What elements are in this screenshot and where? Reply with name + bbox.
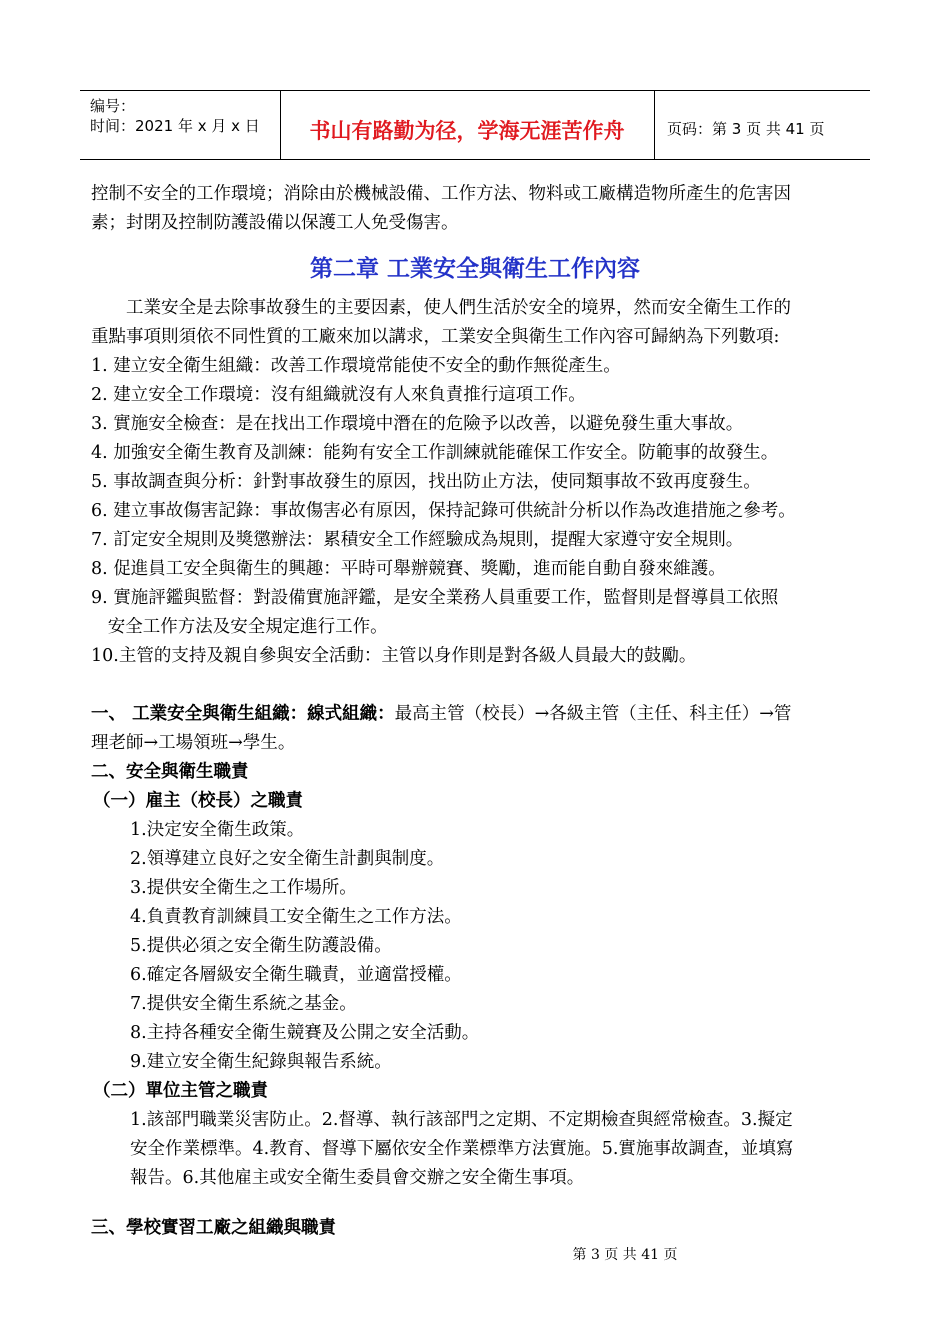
header-page-cell xyxy=(655,91,870,159)
sub2-line: 安全作業標準。4.教育、督導下屬依安全作業標準方法實施。5.實施事故調查，並填寫 xyxy=(130,1139,794,1159)
header-motto-cell xyxy=(280,91,655,159)
list-item: 3. 實施安全檢查：是在找出工作環境中潛在的危險予以改善，以避免發生重大事故。 xyxy=(91,414,744,434)
sub1-item: 9.建立安全衛生紀錄與報告系統。 xyxy=(130,1052,392,1072)
sub2-title: （二）單位主管之職責 xyxy=(93,1081,268,1101)
list-item: 1. 建立安全衛生組織：改善工作環境常能使不安全的動作無從產生。 xyxy=(91,356,621,376)
header-info-cell xyxy=(80,91,281,159)
sub1-item: 7.提供安全衛生系統之基金。 xyxy=(130,994,357,1014)
time-label: 时间：2021 年 x 月 x 日 xyxy=(90,117,260,135)
sub2-line: 1.該部門職業災害防止。2.督導、執行該部門之定期、不定期檢查與經常檢查。3.擬定 xyxy=(130,1110,793,1130)
motto: 书山有路勤为径，学海无涯苦作舟 xyxy=(309,118,625,143)
sub2-line: 報告。6.其他雇主或安全衛生委員會交辦之安全衛生事項。 xyxy=(130,1168,585,1188)
list-item: 2. 建立安全工作環境：沒有組織就沒有人來負責推行這項工作。 xyxy=(91,385,586,405)
section3 xyxy=(91,1214,861,1243)
list-item: 4. 加強安全衛生教育及訓練：能夠有安全工作訓練就能確保工作安全。防範事的故發生。 xyxy=(91,443,779,463)
sub1-item: 6.確定各層級安全衛生職責，並適當授權。 xyxy=(130,965,462,985)
section1-bold: 一、 工業安全與衛生組織：線式組織： xyxy=(91,704,395,724)
list-item: 8. 促進員工安全與衛生的興趣：平時可舉辦競賽、獎勵，進而能自動自發來維護。 xyxy=(91,559,726,579)
list-item: 9. 實施評鑑與監督：對設備實施評鑑，是安全業務人員重要工作，監督則是督導員工依照 xyxy=(91,588,779,608)
list-item: 5. 事故調查與分析：針對事故發生的原因，找出防止方法，使同類事故不致再度發生。 xyxy=(91,472,761,492)
page-header xyxy=(80,90,870,160)
chapter-intro-line: 重點事項則須依不同性質的工廠來加以講求，工業安全與衛生工作內容可歸納為下列數項: xyxy=(91,327,780,347)
intro-line: 控制不安全的工作環境；消除由於機械設備、工作方法、物料或工廠構造物所產生的危害因 xyxy=(91,184,791,204)
section2-title: 二、安全與衛生職責 xyxy=(91,762,249,782)
list-item: 7. 訂定安全規則及獎懲辦法：累積安全工作經驗成為規則，提醒大家遵守安全規則。 xyxy=(91,530,744,550)
page-label: 页码：第 3 页 共 41 页 xyxy=(667,120,825,138)
list-item: 6. 建立事故傷害記錄：事故傷害必有原因，保持記錄可供統計分析以作為改進措施之參考。 xyxy=(91,501,796,521)
document-body xyxy=(91,180,861,238)
sub1-title: （一）雇主（校長）之職責 xyxy=(93,791,303,811)
sub1-item: 1.決定安全衛生政策。 xyxy=(130,820,305,840)
number-label: 编号： xyxy=(90,97,136,115)
sub1-item: 8.主持各種安全衛生競賽及公開之安全活動。 xyxy=(130,1023,480,1043)
list-item: 10.主管的支持及親自參與安全活動：主管以身作則是對各級人員最大的鼓勵。 xyxy=(91,646,697,666)
sub1-item: 5.提供必須之安全衛生防護設備。 xyxy=(130,936,392,956)
section1-rest: 最高主管（校長）→各級主管（主任、科主任）→管 xyxy=(394,704,792,724)
intro-line: 素；封閉及控制防護設備以保護工人免受傷害。 xyxy=(91,213,459,233)
sub1-item: 4.負責教育訓練員工安全衛生之工作方法。 xyxy=(130,907,462,927)
section1-line2: 理老師→工場領班→學生。 xyxy=(91,733,296,753)
page-footer: 第 3 页 共 41 页 xyxy=(572,1247,678,1263)
chapter-intro-line: 工業安全是去除事故發生的主要因素，使人們生活於安全的境界，然而安全衛生工作的 xyxy=(126,298,791,318)
sub1-item: 3.提供安全衛生之工作場所。 xyxy=(130,878,357,898)
list-item: 安全工作方法及安全規定進行工作。 xyxy=(91,617,388,637)
sub1-item: 2.領導建立良好之安全衛生計劃與制度。 xyxy=(130,849,445,869)
chapter-content xyxy=(91,294,861,671)
section1-line xyxy=(91,700,861,729)
chapter-title: 第二章 工業安全與衛生工作內容 xyxy=(309,255,640,282)
sections xyxy=(91,700,861,1193)
section3-title: 三、學校實習工廠之組織與職責 xyxy=(91,1218,336,1238)
